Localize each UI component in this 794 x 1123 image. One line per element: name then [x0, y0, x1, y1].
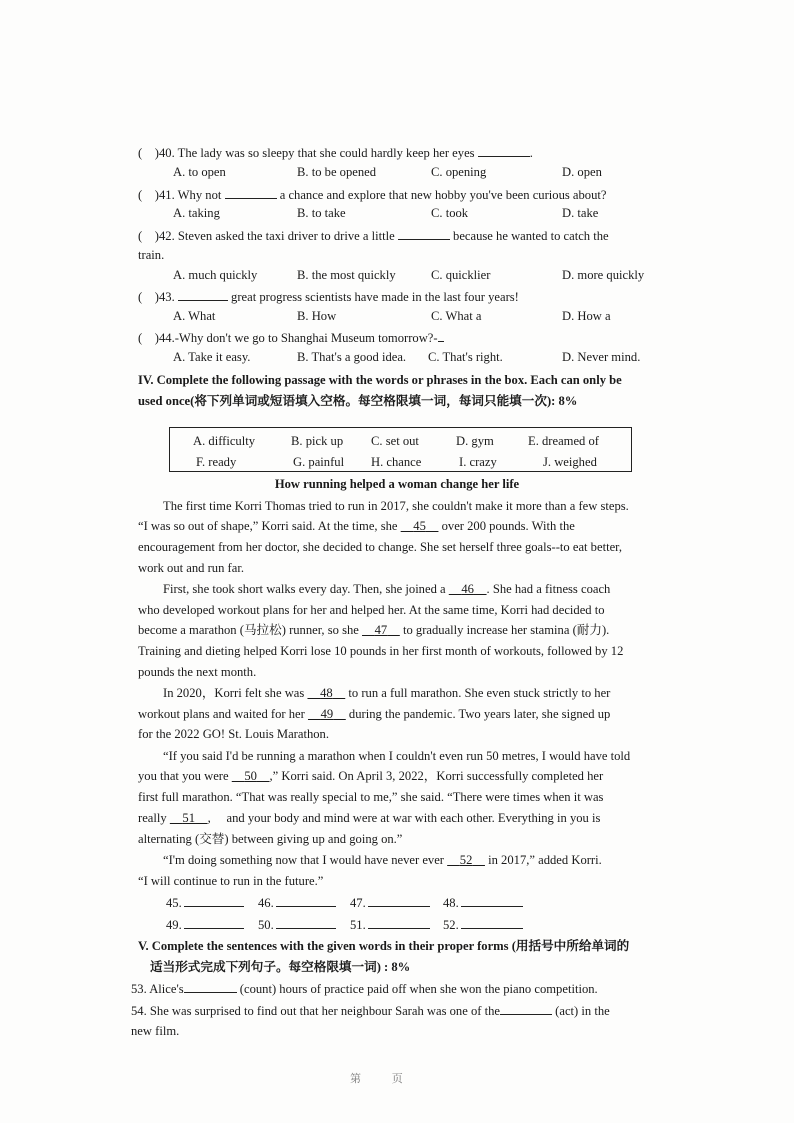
word-option: D. gym — [456, 434, 494, 448]
answer-blank[interactable] — [184, 916, 244, 929]
blank-47[interactable] — [362, 623, 400, 637]
question-text: 53. Alice's — [131, 982, 184, 996]
answer-label: 51. — [350, 918, 366, 932]
passage-line — [163, 581, 610, 597]
question-text-end: a chance and explore that new hobby you've been curious about? — [279, 188, 607, 202]
passage-line: pounds the next month. — [138, 665, 257, 679]
blank-number: 50 — [244, 769, 257, 783]
passage-line — [138, 768, 603, 784]
question-54 — [131, 1002, 610, 1019]
blank-45[interactable] — [401, 519, 439, 533]
answer-label: 45. — [166, 896, 182, 910]
answer-label: 48. — [443, 896, 459, 910]
passage-line — [163, 685, 610, 701]
answer-blank[interactable] — [276, 916, 336, 929]
option-c: C. quicklier — [431, 268, 491, 282]
option-d: D. open — [562, 165, 602, 179]
answer-blank[interactable] — [368, 916, 430, 929]
answer-blank[interactable] — [500, 1002, 552, 1015]
section-v-heading: V. Complete the sentences with the given words in their proper forms (用括号中所给单词的 — [138, 939, 630, 953]
passage-line: “If you said I'd be running a marathon when I couldn't even run 50 metres, I would have told — [163, 749, 631, 763]
option-b: B. That's a good idea. — [297, 350, 407, 364]
blank-number: 45 — [413, 519, 426, 533]
blank-50[interactable] — [232, 769, 270, 783]
passage-line — [138, 622, 609, 638]
question-42-wrap: train. — [138, 248, 165, 262]
passage-text: , — [207, 811, 211, 825]
word-option: A. difficulty — [193, 434, 256, 448]
answer-label: 47. — [350, 896, 366, 910]
question-number: )44. — [154, 331, 175, 345]
question-41 — [138, 186, 607, 203]
option-b: B. to be opened — [297, 165, 377, 179]
passage-line: “I will continue to run in the future.” — [138, 874, 324, 888]
question-text: Steven asked the taxi driver to drive a little — [177, 229, 395, 243]
passage-line: who developed workout plans for her and helped her. At the same time, Korri had decided to — [138, 603, 605, 617]
passage-line: work out and run far. — [138, 561, 244, 575]
passage-line: encouragement from her doctor, she decided to change. She set herself three goals--to eat better, — [138, 540, 622, 554]
answer-label: 46. — [258, 896, 274, 910]
option-b: B. to take — [297, 206, 346, 220]
answer-paren: ( — [138, 290, 143, 304]
passage-line: first full marathon. “That was really special to me,” she said. “There were times when it was — [138, 790, 604, 804]
answer-blank[interactable] — [398, 227, 450, 240]
question-40 — [138, 144, 533, 161]
word-option: E. dreamed of — [528, 434, 599, 448]
passage-line: Training and dieting helped Korri lose 10 pounds in her first month of workouts, followed by 12 — [138, 644, 624, 658]
answer-46[interactable] — [258, 894, 336, 911]
question-42 — [138, 227, 609, 244]
passage-line: The first time Korri Thomas tried to run in 2017, she couldn't make it more than a few steps. — [163, 499, 629, 513]
word-option: C. set out — [371, 434, 419, 448]
passage-line — [138, 810, 600, 826]
passage-text: you that you were — [138, 769, 229, 783]
passage-line: for the 2022 GO! St. Louis Marathon. — [138, 727, 329, 741]
answer-label: 49. — [166, 918, 182, 932]
blank-number: 51 — [182, 811, 196, 825]
answer-49[interactable] — [166, 916, 244, 933]
answer-blank[interactable] — [184, 894, 244, 907]
option-d: D. How a — [562, 309, 611, 323]
blank-46[interactable] — [449, 582, 487, 596]
answer-47[interactable] — [350, 894, 430, 911]
blank-number: 49 — [320, 707, 334, 721]
passage-text: . She had a fitness coach — [486, 582, 611, 596]
question-54-wrap: new film. — [131, 1024, 180, 1038]
question-text-end: (count) hours of practice paid off when she won the piano competition. — [239, 982, 598, 996]
answer-45[interactable] — [166, 894, 244, 911]
option-a: A. Take it easy. — [173, 350, 251, 364]
option-d: D. more quickly — [562, 268, 645, 282]
answer-50[interactable] — [258, 916, 336, 933]
question-43 — [138, 288, 519, 305]
answer-label: 52. — [443, 918, 459, 932]
passage-text: First, she took short walks every day. Then, she joined a — [163, 582, 446, 596]
passage-text: “I was so out of shape,” Korri said. At the time, she — [138, 519, 398, 533]
answer-paren: ( — [138, 331, 143, 345]
passage-text: to run a full marathon. She even stuck strictly to her — [348, 686, 611, 700]
answer-52[interactable] — [443, 916, 523, 933]
answer-blank[interactable] — [461, 916, 523, 929]
question-number: )40. — [154, 146, 175, 160]
blank-number: 47 — [374, 623, 388, 637]
passage-line — [138, 706, 610, 722]
option-c: C. That's right. — [428, 350, 503, 364]
option-a: A. What — [173, 309, 216, 323]
option-a: A. much quickly — [173, 268, 258, 282]
word-option: I. crazy — [459, 455, 497, 469]
question-number: )41. — [154, 188, 175, 202]
answer-blank[interactable] — [438, 329, 444, 342]
passage-text: during the pandemic. Two years later, she signed up — [348, 707, 611, 721]
answer-blank[interactable] — [368, 894, 430, 907]
option-d: D. Never mind. — [562, 350, 641, 364]
answer-blank[interactable] — [225, 186, 277, 199]
question-53 — [131, 980, 598, 997]
word-option: H. chance — [371, 455, 422, 469]
option-c: C. What a — [431, 309, 482, 323]
section-v-heading-cont: 适当形式完成下列句子。每空格限填一词) : 8% — [150, 960, 411, 974]
passage-text: over 200 pounds. With the — [441, 519, 575, 533]
answer-paren: ( — [138, 188, 143, 202]
blank-number: 46 — [461, 582, 474, 596]
answer-blank[interactable] — [276, 894, 336, 907]
option-b: B. How — [297, 309, 337, 323]
blank-52[interactable] — [447, 853, 485, 867]
answer-48[interactable] — [443, 894, 523, 911]
blank-49[interactable] — [308, 707, 346, 721]
passage-text: “I'm doing something now that I would have never ever — [163, 853, 445, 867]
passage-line — [163, 852, 602, 868]
passage-text: ,” Korri said. On April 3, 2022，Korri successfully completed her — [269, 769, 604, 783]
passage-line — [138, 518, 575, 534]
section-iv-heading: IV. Complete the following passage with the words or phrases in the box. Each can only be — [138, 373, 622, 387]
option-c: C. took — [431, 206, 469, 220]
passage-text: and your body and mind were at war with each other. Everything in you is — [226, 811, 601, 825]
question-44 — [138, 329, 444, 346]
question-text: The lady was so sleepy that she could hardly keep her eyes — [177, 146, 475, 160]
question-text: -Why don't we go to Shanghai Museum tomorrow?- — [174, 331, 438, 345]
option-a: A. to open — [173, 165, 226, 179]
option-c: C. opening — [431, 165, 487, 179]
section-iv-heading-cont: used once(将下列单词或短语填入空格。每空格限填一词，每词只能填一次): 8% — [138, 394, 578, 408]
answer-paren: ( — [138, 229, 143, 243]
word-option: B. pick up — [291, 434, 344, 448]
answer-paren: ( — [138, 146, 143, 160]
word-option: G. painful — [293, 455, 345, 469]
question-text: Why not — [177, 188, 222, 202]
option-b: B. the most quickly — [297, 268, 396, 282]
passage-title: How running helped a woman change her life — [274, 477, 520, 491]
page-footer: 第 页 — [350, 1073, 417, 1085]
word-option: F. ready — [196, 455, 237, 469]
question-number: )42. — [154, 229, 175, 243]
passage-text: really — [138, 811, 167, 825]
question-text-end: great progress scientists have made in the last four years! — [231, 290, 519, 304]
passage-text: become a marathon (马拉松) runner, so she — [138, 623, 359, 637]
passage-text: in 2017,” added Korri. — [488, 853, 602, 867]
question-text-end: because he wanted to catch the — [453, 229, 609, 243]
question-text-end: (act) in the — [555, 1004, 610, 1018]
blank-48[interactable] — [307, 686, 345, 700]
answer-blank[interactable] — [478, 144, 530, 157]
blank-number: 52 — [459, 853, 473, 867]
blank-51[interactable] — [170, 811, 208, 825]
word-option: J. weighed — [543, 455, 597, 469]
blank-number: 48 — [320, 686, 333, 700]
question-number: )43. — [154, 290, 175, 304]
question-text: 54. She was surprised to find out that her neighbour Sarah was one of the — [131, 1004, 500, 1018]
answer-blank[interactable] — [461, 894, 523, 907]
answer-blank[interactable] — [178, 288, 228, 301]
option-a: A. taking — [173, 206, 220, 220]
passage-text: In 2020，Korri felt she was — [163, 686, 305, 700]
passage-text: workout plans and waited for her — [138, 707, 305, 721]
passage-line: alternating (交替) between giving up and going on.” — [138, 832, 403, 846]
answer-label: 50. — [258, 918, 274, 932]
answer-blank[interactable] — [184, 980, 237, 993]
question-text-end: . — [529, 146, 533, 160]
answer-51[interactable] — [350, 916, 430, 933]
passage-text: to gradually increase her stamina (耐力). — [402, 623, 610, 637]
option-d: D. take — [562, 206, 599, 220]
